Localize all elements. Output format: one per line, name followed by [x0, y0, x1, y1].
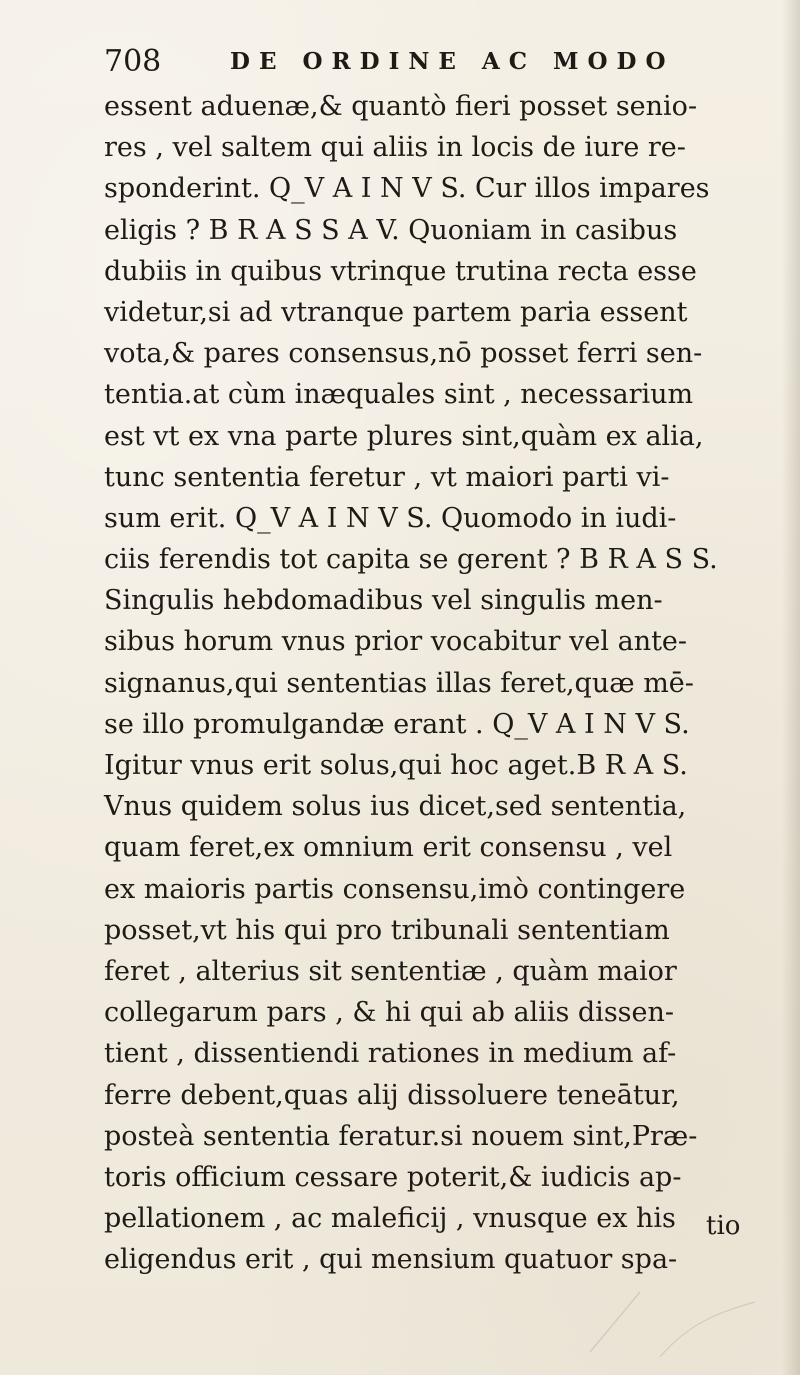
text-line: pellationem , ac maleficij , vnusque ex his: [104, 1203, 676, 1235]
text-line: est vt ex vna parte plures sint,quàm ex alia,: [104, 420, 704, 452]
text-line: collegarum pars , & hi qui ab aliis dissen-: [104, 997, 675, 1029]
text-line: Singulis hebdomadibus vel singulis men-: [104, 585, 663, 617]
text-line: ciis ferendis tot capita se gerent ? B R A S S.: [104, 544, 718, 576]
page-edge-shadow: [782, 0, 800, 1375]
text-line: toris officium cessare poterit,& iudicis ap-: [104, 1161, 682, 1193]
text-line: posset,vt his qui pro tribunali sententiam: [104, 914, 670, 946]
text-line: Igitur vnus erit solus,qui hoc aget.B R A S.: [104, 750, 688, 781]
catchword: tio: [706, 1211, 741, 1241]
page-header: [104, 42, 744, 82]
page-number: 708: [104, 44, 162, 79]
text-line: quam feret,ex omnium erit consensu , vel: [104, 832, 673, 864]
text-line: videtur,si ad vtranque partem paria essent: [104, 296, 688, 328]
running-head: DE ORDINE AC MODO: [230, 48, 675, 75]
text-line: res , vel saltem qui aliis in locis de iure re-: [104, 132, 686, 164]
text-line: tentia.at cùm inæquales sint , necessarium: [104, 379, 694, 411]
text-line: sponderint. Q_V A I N V S. Cur illos impares: [104, 173, 710, 205]
text-line: tient , dissentiendi rationes in medium af-: [104, 1038, 677, 1070]
text-line: ex maioris partis consensu,imò contingere: [104, 873, 686, 905]
text-line: signanus,qui sententias illas feret,quæ mē-: [104, 667, 694, 699]
text-line: sum erit. Q_V A I N V S. Quomodo in iudi-: [104, 502, 677, 534]
show-through-marks: [580, 1282, 770, 1362]
text-line: feret , alterius sit sententiæ , quàm maior: [104, 955, 677, 987]
text-line: sibus horum vnus prior vocabitur vel ante-: [104, 626, 688, 658]
text-line: essent aduenæ,& quantò fieri posset senio-: [104, 91, 698, 122]
text-line: dubiis in quibus vtrinque trutina recta esse: [104, 255, 697, 287]
text-line: tunc sententia feretur , vt maiori parti vi-: [104, 461, 670, 493]
text-line: posteà sententia feratur.si nouem sint,Præ-: [104, 1120, 698, 1152]
text-line: Vnus quidem solus ius dicet,sed sententia,: [104, 791, 687, 823]
text-line: eligendus erit , qui mensium quatuor spa-: [104, 1244, 678, 1276]
body-text: [104, 86, 780, 1280]
text-line: se illo promulgandæ erant . Q_V A I N V S.: [104, 708, 690, 740]
text-line: eligis ? B R A S S A V. Quoniam in casibus: [104, 214, 678, 246]
text-line: ferre debent,quas alij dissoluere teneātur,: [104, 1079, 680, 1111]
text-line: vota,& pares consensus,nō posset ferri sen-: [104, 338, 703, 370]
